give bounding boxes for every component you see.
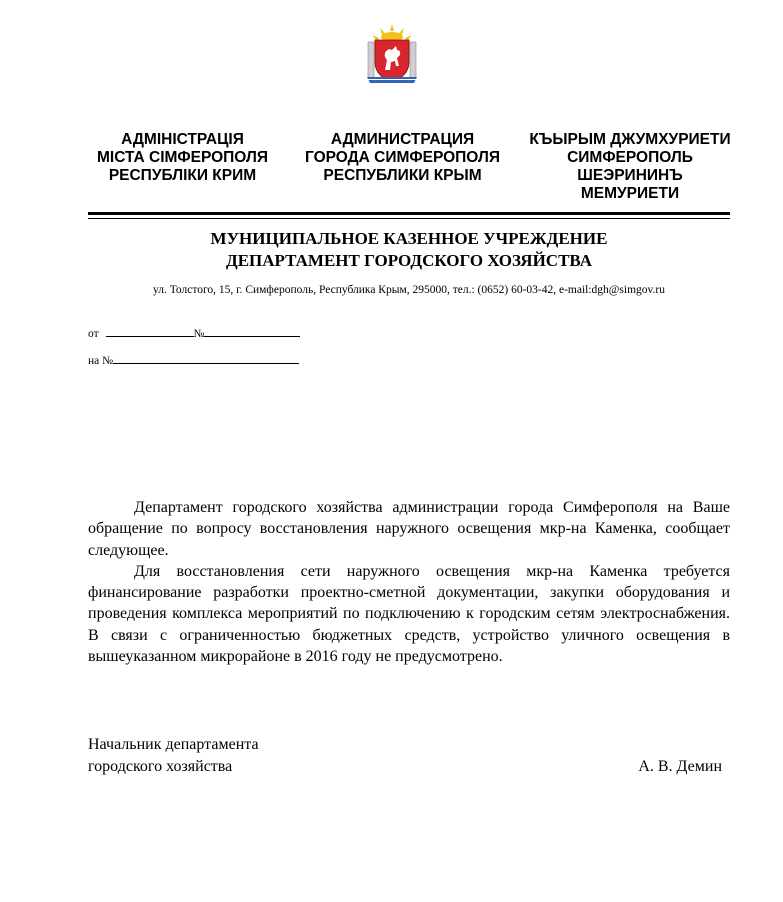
date-blank: [106, 324, 194, 337]
organization-line-2: ДЕПАРТАМЕНТ ГОРОДСКОГО ХОЗЯЙСТВА: [226, 251, 592, 270]
header-line: КЪЫРЫМ ДЖУМХУРИЕТИ: [529, 131, 731, 148]
crimea-coat-of-arms-icon: [363, 22, 421, 86]
header-line: АДМИНИСТРАЦИЯ: [330, 131, 475, 148]
body-paragraph-1: Департамент городского хозяйства администрации города Симферополя на Ваше обращение по вопросу восстановления наружного освещения мкр-на Каменка, сообщает следующее.: [88, 499, 730, 559]
reply-label: на №: [88, 355, 114, 367]
signatory-name: А. В. Демин: [638, 758, 722, 775]
contact-address: ул. Толстого, 15, г. Симферополь, Республика Крым, 295000, тел.: (0652) 60-03-42, e-mail:dgh@simgov.ru: [153, 284, 665, 296]
organization-line-1: МУНИЦИПАЛЬНОЕ КАЗЕННОЕ УЧРЕЖДЕНИЕ: [210, 229, 608, 248]
header-russian: [300, 131, 505, 185]
letter-body: [88, 497, 730, 667]
header-line: ГОРОДА СИМФЕРОПОЛЯ: [305, 149, 500, 166]
header-line: СИМФЕРОПОЛЬ: [567, 149, 693, 166]
incoming-registration-line: [88, 351, 299, 367]
reply-number-blank: [113, 351, 299, 364]
body-paragraph-2: Для восстановления сети наружного освещения мкр-на Каменка требуется финансирование разработки проектно-сметной документации, закупки оборудования и проведения комплекса мероприятий по подключению к городским сетям электроснабжения. В связи с ограниченностью бюджетных средств, устройство уличного освещения в вышеуказанном микрорайоне в 2016 году не предусмотрено.: [88, 562, 730, 666]
header-line: МІСТА СІМФЕРОПОЛЯ: [96, 149, 268, 166]
header-line: АДМІНІСТРАЦІЯ: [121, 131, 244, 148]
header-administration-names: [80, 131, 740, 211]
signature-position-line-2: городского хозяйства: [88, 758, 233, 775]
header-line: МЕМУРИЕТИ: [580, 185, 680, 202]
header-crimean-tatar: [520, 131, 740, 203]
header-line: РЕСПУБЛИКИ КРЫМ: [323, 167, 482, 184]
header-line: РЕСПУБЛІКИ КРИМ: [108, 167, 257, 184]
header-line: ШЕЭРИНИНЪ: [577, 167, 683, 184]
header-ukrainian: [80, 131, 285, 185]
number-blank: [204, 324, 300, 337]
from-label: от: [88, 328, 99, 340]
organization-name: [88, 228, 730, 272]
signature-position-line-1: Начальник департамента: [88, 736, 259, 753]
number-label: №: [193, 328, 205, 340]
header-divider-thin: [88, 218, 730, 219]
outgoing-registration-line: [88, 324, 300, 340]
header-divider-thick: [88, 212, 730, 215]
signature-block: [88, 734, 730, 778]
